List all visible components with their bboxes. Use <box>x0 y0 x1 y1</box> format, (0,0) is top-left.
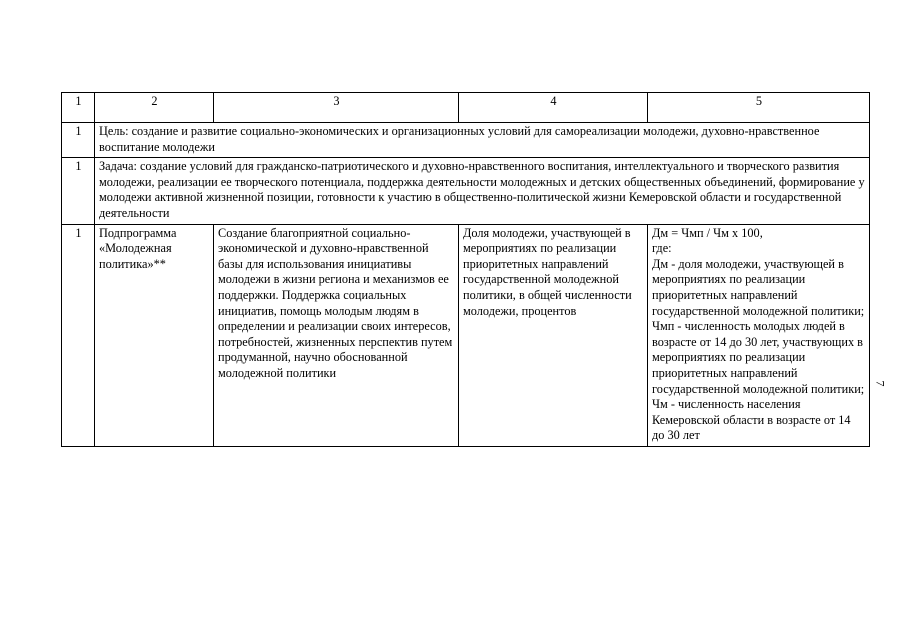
task-row <box>62 158 870 224</box>
indicator-name: Доля молодежи, участвующей в мероприятиях по реализации приоритетных направлений государственной молодежной политики, в общей численности молодежи, процентов <box>459 224 648 446</box>
subprogram-description: Создание благоприятной социально-экономической и духовно-нравственной базы для использования инициативы молодежи в жизни региона и механизмов ее поддержки. Поддержка социальных инициатив, помощь молодым людям в определении и реализации своих интересов, потребностей, жизненных перспектив путем продуманной, научно обоснованной молодежной политики <box>214 224 459 446</box>
indicator-formula <box>648 224 870 446</box>
task-row-number: 1 <box>62 158 95 224</box>
formula-line: Чм - численность населения Кемеровской области в возрасте от 14 до 30 лет <box>652 397 851 443</box>
header-col-4: 4 <box>459 93 648 123</box>
indicators-table <box>61 92 870 447</box>
subprogram-row-number: 1 <box>62 224 95 446</box>
header-col-2: 2 <box>95 93 214 123</box>
formula-line: Дм = Чмп / Чм x 100, <box>652 225 763 240</box>
header-col-5: 5 <box>648 93 870 123</box>
task-text: Задача: создание условий для гражданско-патриотического и духовно-нравственного воспитания, интеллектуального и творческого развития молодежи, реализации ее творческого потенциала, поддержка деятельности молодежных и детских общественных объединений, формирование у молодежи активной жизненной позиции, готовности к участию в общественно-политической жизни Кемеровской области и государственной деятельности <box>95 158 870 224</box>
goal-row <box>62 123 870 158</box>
formula-line: где: <box>652 241 672 256</box>
header-row <box>62 93 870 123</box>
header-col-3: 3 <box>214 93 459 123</box>
goal-row-number: 1 <box>62 123 95 158</box>
formula-line: Дм - доля молодежи, участвующей в мероприятиях по реализации приоритетных направлений государственной молодежной политики; <box>652 256 865 318</box>
subprogram-row <box>62 224 870 446</box>
page-number: 7 <box>873 380 888 387</box>
goal-text: Цель: создание и развитие социально-экономических и организационных условий для самореализации молодежи, духовно-нравственное воспитание молодежи <box>95 123 870 158</box>
subprogram-name: Подпрограмма «Молодежная политика»** <box>95 224 214 446</box>
formula-line: Чмп - численность молодых людей в возрасте от 14 до 30 лет, участвующих в мероприятиях по реализации приоритетных направлений государственной молодежной политики; <box>652 319 865 396</box>
header-col-1: 1 <box>62 93 95 123</box>
